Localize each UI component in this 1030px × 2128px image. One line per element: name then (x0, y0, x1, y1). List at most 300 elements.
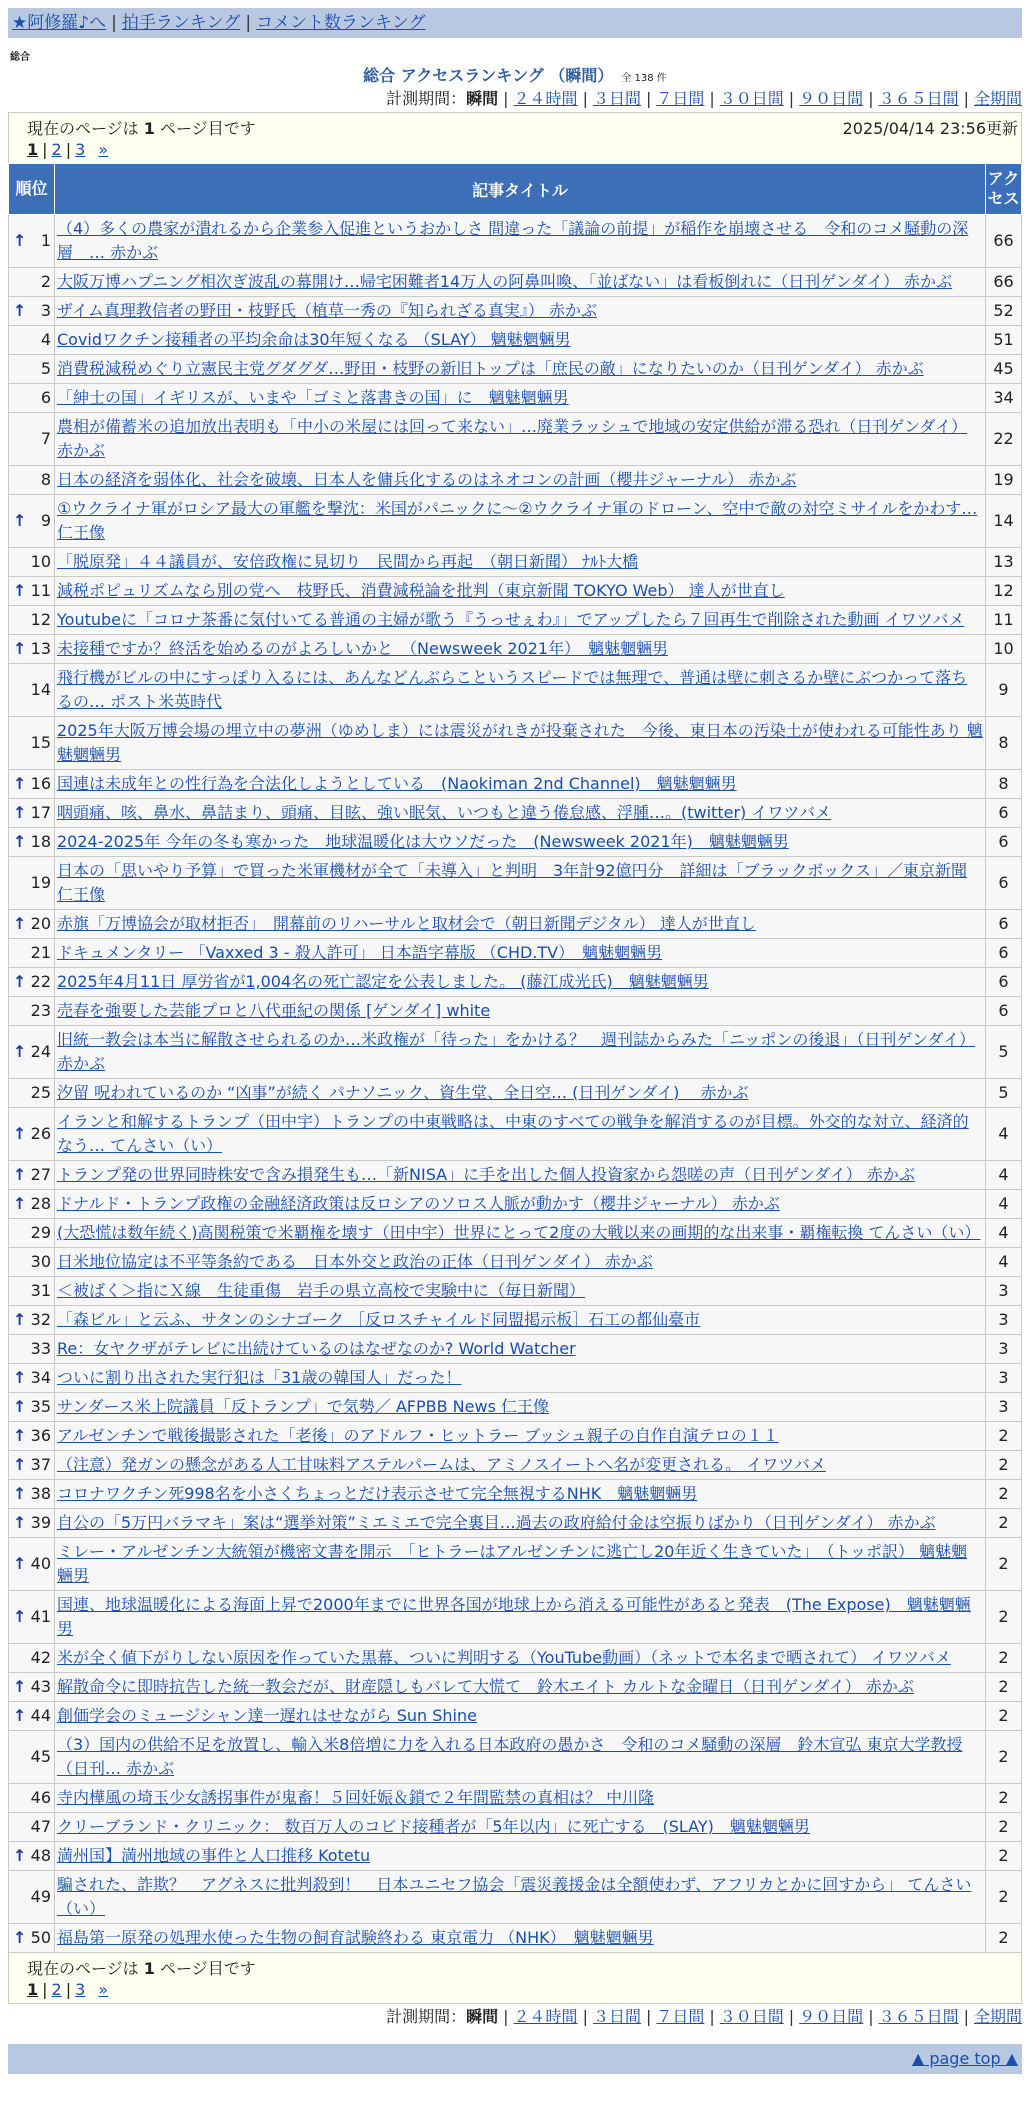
period-separator: | (503, 2007, 509, 2026)
rank-cell (9, 770, 55, 799)
page-link[interactable]: 2 (51, 1980, 62, 1999)
table-row (9, 1248, 1022, 1277)
access-count: 2 (986, 1702, 1022, 1731)
page-link[interactable]: 2 (51, 140, 62, 159)
access-count: 2 (986, 1673, 1022, 1702)
title-cell (55, 268, 986, 297)
period-link[interactable]: ７日間 (656, 89, 705, 108)
article-title-link[interactable]: 農相が備蓄米の追加放出表明も「中小の米屋には回って来ない」…廃業ラッシュで地域の安定供給が滞る恐れ（日刊ゲンダイ） 赤かぶ (57, 417, 968, 460)
up-arrow-icon: ↑ (13, 774, 27, 793)
table-row (9, 1731, 1022, 1784)
table-row (9, 297, 1022, 326)
access-count: 6 (986, 799, 1022, 828)
access-count: 34 (986, 384, 1022, 413)
article-title-link[interactable]: イランと和解するトランプ（田中宇）トランプの中東戦略は、中東のすべての戦争を解消するのが目標。外交的な対立、経済的なう… てんさい（い） (57, 1112, 969, 1155)
title-cell (55, 1335, 986, 1364)
up-arrow-icon: ↑ (13, 1426, 27, 1445)
period-current: 瞬間 (466, 2007, 499, 2026)
period-separator: | (709, 2007, 715, 2026)
title-cell (55, 1248, 986, 1277)
rank-cell (9, 1335, 55, 1364)
rank-number: 40 (30, 1554, 51, 1573)
rank-number: 38 (30, 1484, 51, 1503)
period-link[interactable]: ９０日間 (799, 2007, 864, 2026)
access-count: 19 (986, 466, 1022, 495)
table-row (9, 1842, 1022, 1871)
rank-number: 47 (30, 1817, 51, 1836)
rank-cell (9, 466, 55, 495)
article-title-link[interactable]: ①ウクライナ軍がロシア最大の軍艦を撃沈：米国がパニックに〜②ウクライナ軍のドローン、空中で敵の対空ミサイルをかわす… 仁王像 (57, 499, 978, 542)
access-count: 3 (986, 1335, 1022, 1364)
rank-cell (9, 828, 55, 857)
up-arrow-icon: ↑ (13, 581, 27, 600)
rank-cell (9, 717, 55, 770)
nav-separator: | (245, 13, 252, 33)
table-row (9, 215, 1022, 268)
article-title-link[interactable]: アルゼンチンで戦後撮影された「老後」のアドルフ・ヒットラー ブッシュ親子の自作自演テロの１１ (57, 1426, 779, 1445)
access-count: 10 (986, 635, 1022, 664)
table-row (9, 326, 1022, 355)
rank-number: 37 (30, 1455, 51, 1474)
access-count: 3 (986, 1277, 1022, 1306)
rank-cell (9, 215, 55, 268)
access-count: 52 (986, 297, 1022, 326)
article-title-link[interactable]: 解散命令に即時抗告した統一教会だが、財産隠しもバレて大慌て 鈴木エイト カルトな金曜日（日刊ゲンダイ） 赤かぶ (57, 1677, 914, 1696)
page-info (27, 1956, 256, 1979)
rank-number: 10 (30, 552, 51, 571)
article-title-link[interactable]: 飛行機がビルの中にすっぽり入るには、あんなどんぶらこというスピードでは無理で、普通は壁に刺さるか壁にぶつかって落ちるの… ポスト米英時代 (57, 668, 968, 711)
rank-number: 31 (30, 1281, 51, 1300)
next-page-link[interactable]: » (98, 140, 109, 159)
table-row (9, 635, 1022, 664)
period-separator: | (868, 2007, 874, 2026)
table-row (9, 1813, 1022, 1842)
access-count: 6 (986, 939, 1022, 968)
access-count: 2 (986, 1538, 1022, 1591)
title-cell (55, 1702, 986, 1731)
access-count: 3 (986, 1364, 1022, 1393)
title-cell (55, 1480, 986, 1509)
table-row (9, 1924, 1022, 1953)
access-count: 3 (986, 1306, 1022, 1335)
page-info-suffix: ページ目です (160, 1959, 256, 1978)
rank-number: 9 (40, 511, 51, 530)
period-link[interactable]: ３６５日間 (878, 2007, 959, 2026)
rank-number: 18 (30, 832, 51, 851)
up-arrow-icon: ↑ (13, 1554, 27, 1573)
period-link[interactable]: ９０日間 (799, 89, 864, 108)
article-title-link[interactable]: 日米地位協定は不平等条約である 日本外交と政治の正体（日刊ゲンダイ） 赤かぶ (57, 1252, 653, 1271)
title-cell (55, 215, 986, 268)
up-arrow-icon: ↑ (13, 1928, 27, 1947)
table-row (9, 770, 1022, 799)
article-title-link[interactable]: 消費税減税めぐり立憲民主党グダグダ…野田・枝野の新旧トップは「庶民の敵」になりたいのか（日刊ゲンダイ） 赤かぶ (57, 359, 924, 378)
period-separator: | (582, 89, 588, 108)
table-row (9, 1190, 1022, 1219)
article-title-link[interactable]: 創価学会のミュージシャン達一遅れはせながら Sun Shine (57, 1706, 477, 1725)
title-cell (55, 1842, 986, 1871)
period-link[interactable]: ２４時間 (513, 89, 578, 108)
title-cell (55, 466, 986, 495)
access-count: 6 (986, 997, 1022, 1026)
rank-number: 41 (30, 1607, 51, 1626)
up-arrow-icon: ↑ (13, 1194, 27, 1213)
title-cell (55, 1813, 986, 1842)
rank-cell (9, 1538, 55, 1591)
current-page: 1 (27, 1980, 39, 1999)
period-link[interactable]: ３日間 (592, 89, 641, 108)
period-separator: | (963, 89, 969, 108)
page-link[interactable]: 3 (75, 140, 86, 159)
up-arrow-icon: ↑ (13, 1484, 27, 1503)
rank-cell (9, 384, 55, 413)
table-row (9, 1538, 1022, 1591)
up-arrow-icon: ↑ (13, 1368, 27, 1387)
access-count: 8 (986, 770, 1022, 799)
table-row (9, 495, 1022, 548)
title-cell (55, 1538, 986, 1591)
article-title-link[interactable]: （注意）発ガンの懸念がある人工甘味料アステルパームは、アミノスイートへ名が変更される。 イワツバメ (57, 1455, 826, 1474)
table-row (9, 1219, 1022, 1248)
page-info-suffix: ページ目です (160, 119, 256, 138)
title-cell (55, 326, 986, 355)
rank-number: 32 (30, 1310, 51, 1329)
rank-number: 12 (30, 610, 51, 629)
title-cell (55, 1509, 986, 1538)
table-row (9, 355, 1022, 384)
page-links (27, 140, 108, 159)
period-separator: | (788, 2007, 795, 2026)
period-separator: | (582, 2007, 588, 2026)
rank-number: 30 (30, 1252, 51, 1271)
article-title-link[interactable]: 未接種ですか？終活を始めるのがよろしいかと （Newsweek 2021年） 魑魅魍魎男 (57, 639, 669, 658)
article-title-link[interactable]: ドナルド・トランプ政権の金融経済政策は反ロシアのソロス人脈が動かす（櫻井ジャーナル） 赤かぶ (57, 1194, 780, 1213)
section-label: 総合 (10, 52, 30, 63)
rank-cell (9, 1079, 55, 1108)
access-count: 2 (986, 1591, 1022, 1644)
article-title-link[interactable]: 2024-2025年 今年の冬も寒かった 地球温暖化は大ウソだった (Newsweek 2021年) 魑魅魍魎男 (57, 832, 789, 851)
rank-number: 15 (30, 733, 51, 752)
access-count: 66 (986, 268, 1022, 297)
up-arrow-icon: ↑ (13, 1042, 27, 1061)
rank-number: 34 (30, 1368, 51, 1387)
article-title-link[interactable]: 汐留 呪われているのか “凶事”が続く パナソニック、資生堂、全日空… (日刊ゲンダイ) 赤かぶ (57, 1083, 749, 1102)
page-title: 総合 アクセスランキング （瞬間） (363, 66, 614, 85)
title-cell (55, 355, 986, 384)
period-separator: | (963, 2007, 969, 2026)
next-page-link[interactable]: » (98, 1980, 109, 1999)
table-row (9, 1509, 1022, 1538)
article-title-link[interactable]: 国連、地球温暖化による海面上昇で2000年までに世界各国が地球上から消える可能性があると発表 (The Expose) 魑魅魍魎男 (57, 1595, 971, 1638)
rank-number: 50 (30, 1928, 51, 1947)
up-arrow-icon: ↑ (13, 1677, 27, 1696)
page-separator: | (42, 140, 48, 159)
title-cell (55, 1673, 986, 1702)
article-title-link[interactable]: ミレー・アルゼンチン大統領が機密文書を開示 「ヒトラーはアルゼンチンに逃亡し20年近く生きていた」 （トッポ訳） 魑魅魍魎男 (57, 1542, 968, 1585)
table-row (9, 1451, 1022, 1480)
title-cell (55, 1079, 986, 1108)
table-row (9, 664, 1022, 717)
article-title-link[interactable]: 赤旗「万博協会が取材拒否」 開幕前のリハーサルと取材会で（朝日新聞デジタル） 達人が世直し (57, 914, 756, 933)
access-count: 2 (986, 1509, 1022, 1538)
up-arrow-icon: ↑ (13, 803, 27, 822)
column-header-rank: 順位 (9, 164, 55, 215)
access-count: 4 (986, 1219, 1022, 1248)
table-row (9, 857, 1022, 910)
period-separator: | (868, 89, 874, 108)
access-count: 2 (986, 1813, 1022, 1842)
rank-number: 3 (40, 301, 51, 320)
rank-number: 22 (30, 972, 51, 991)
rank-cell (9, 664, 55, 717)
article-title-link[interactable]: 減税ポピュリズムなら別の党へ 枝野氏、消費減税論を批判（東京新聞 TOKYO Web） 達人が世直し (57, 581, 785, 600)
rank-number: 21 (30, 943, 51, 962)
access-count: 2 (986, 1871, 1022, 1924)
rank-number: 42 (30, 1648, 51, 1667)
rank-cell (9, 1644, 55, 1673)
article-title-link[interactable]: 騙された、詐欺？ アグネスに批判殺到！ 日本ユニセフ協会「震災義援金は全額使わず、アフリカとかに回すから」 てんさい（い） (57, 1875, 972, 1918)
page-separator (85, 1980, 98, 1999)
title-cell (55, 384, 986, 413)
article-title-link[interactable]: (大恐慌は数年続く)高関税策で米覇権を壊す（田中宇）世界にとって2度の大戦以来の画期的な出来事・覇権転換 てんさい（い） (57, 1223, 981, 1242)
title-cell (55, 828, 986, 857)
rank-cell (9, 1702, 55, 1731)
article-title-link[interactable]: 2025年大阪万博会場の埋立中の夢洲（ゆめしま）には震災がれきが投棄された 今後、東日本の汚染土が使われる可能性あり 魑魅魍魎男 (57, 721, 983, 764)
access-count: 5 (986, 1026, 1022, 1079)
page-info-prefix: 現在のページは (27, 119, 139, 138)
rank-number: 4 (40, 330, 51, 349)
title-cell (55, 939, 986, 968)
table-row (9, 1108, 1022, 1161)
rank-number: 2 (40, 272, 51, 291)
rank-cell (9, 1509, 55, 1538)
rank-number: 11 (30, 581, 51, 600)
title-cell (55, 413, 986, 466)
total-count: 全 138 件 (621, 73, 667, 84)
title-cell (55, 968, 986, 997)
home-link[interactable]: ★阿修羅♪へ (12, 13, 107, 33)
article-title-link[interactable]: 旧統一教会は本当に解散させられるのか…米政権が「待った」をかける？ 週刊誌からみた「ニッポンの後退」（日刊ゲンダイ） 赤かぶ (57, 1030, 976, 1073)
column-header-title: 記事タイトル (55, 164, 986, 215)
period-separator: | (645, 2007, 652, 2026)
article-title-link[interactable]: 大阪万博ハプニング相次ぎ波乱の幕開け…帰宅困難者14万人の阿鼻叫喚、「並ばない」は看板倒れに（日刊ゲンダイ） 赤かぶ (57, 272, 953, 291)
access-count: 22 (986, 413, 1022, 466)
top-nav (8, 8, 1022, 38)
comment-ranking-link[interactable]: コメント数ランキング (256, 13, 426, 33)
article-title-link[interactable]: ＜被ばく＞指にＸ線 生徒重傷 岩手の県立高校で実験中に（毎日新聞） (57, 1281, 586, 1300)
rank-cell (9, 297, 55, 326)
article-title-link[interactable]: ドキュメンタリー 「Vaxxed 3 - 殺人許可」 日本語字幕版 （CHD.TV） 魑魅魍魎男 (57, 943, 663, 962)
article-title-link[interactable]: （3）国内の供給不足を放置し、輸入米8倍増に力を入れる日本政府の愚かさ 令和のコメ騒動の深層 鈴木宣弘 東京大学教授（日刊… 赤かぶ (57, 1735, 963, 1778)
article-title-link[interactable]: ついに割り出された実行犯は「31歳の韓国人」だった！ (57, 1368, 462, 1387)
rank-cell (9, 1871, 55, 1924)
period-link[interactable]: ３０日間 (719, 2007, 784, 2026)
table-row (9, 1784, 1022, 1813)
title-cell (55, 548, 986, 577)
table-row (9, 799, 1022, 828)
period-current: 瞬間 (466, 89, 499, 108)
article-title-link[interactable]: Youtubeに「コロナ茶番に気付いてる普通の主婦が歌う『うっせぇわ』」でアップしたら７回再生で削除された動画 イワツバメ (57, 610, 965, 629)
table-row (9, 1393, 1022, 1422)
rank-number: 33 (30, 1339, 51, 1358)
up-arrow-icon: ↑ (13, 1513, 27, 1532)
article-title-link[interactable]: Re：女ヤクザがテレビに出続けているのはなぜなのか? World Watcher (57, 1339, 576, 1358)
article-title-link[interactable]: 自公の「5万円バラマキ」案は“選挙対策”ミエミエで完全裏目…過去の政府給付金は空振りばかり（日刊ゲンダイ） 赤かぶ (57, 1513, 936, 1532)
title-cell (55, 717, 986, 770)
rank-cell (9, 997, 55, 1026)
access-count: 13 (986, 548, 1022, 577)
access-count: 2 (986, 1422, 1022, 1451)
table-row (9, 466, 1022, 495)
access-count: 12 (986, 577, 1022, 606)
title-cell (55, 799, 986, 828)
period-separator: | (788, 89, 795, 108)
table-row (9, 1591, 1022, 1644)
applause-ranking-link[interactable]: 拍手ランキング (121, 13, 241, 33)
rank-number: 23 (30, 1001, 51, 1020)
article-title-link[interactable]: サンダース米上院議員「反トランプ」で気勢／ AFPBB News 仁王像 (57, 1397, 550, 1416)
article-title-link[interactable]: コロナワクチン死998名を小さくちょっとだけ表示させて完全無視するNHK 魑魅魍魎男 (57, 1484, 698, 1503)
period-selector (8, 86, 1022, 112)
period-link[interactable]: ３０日間 (719, 89, 784, 108)
rank-number: 17 (30, 803, 51, 822)
rank-cell (9, 355, 55, 384)
title-cell (55, 635, 986, 664)
page-separator (85, 140, 98, 159)
article-title-link[interactable]: 「脱原発」４４議員が、安倍政権に見切り 民間から再起 （朝日新聞） ﾅﾙﾄ大橋 (57, 552, 639, 571)
rank-number: 44 (30, 1706, 51, 1725)
rank-cell (9, 606, 55, 635)
rank-cell (9, 857, 55, 910)
up-arrow-icon: ↑ (13, 1397, 27, 1416)
article-title-link[interactable]: 売春を強要した芸能プロと八代亜紀の関係 [ゲンダイ] white (57, 1001, 491, 1020)
rank-cell (9, 413, 55, 466)
rank-cell (9, 1673, 55, 1702)
rank-cell (9, 1451, 55, 1480)
title-cell (55, 1393, 986, 1422)
access-count: 5 (986, 1079, 1022, 1108)
period-separator: | (709, 89, 715, 108)
ranking-heading (8, 66, 1022, 86)
period-link[interactable]: 全期間 (973, 2007, 1022, 2026)
rank-number: 46 (30, 1788, 51, 1807)
article-title-link[interactable]: 2025年4月11日 厚労省が1,004名の死亡認定を公表しました。 (藤江成光氏) 魑魅魍魎男 (57, 972, 709, 991)
article-title-link[interactable]: 寺内樺風の埼玉少女誘拐事件が鬼畜！５回妊娠＆鎖で２年間監禁の真相は？ 中川隆 (57, 1788, 655, 1807)
title-cell (55, 910, 986, 939)
rank-cell (9, 635, 55, 664)
article-title-link[interactable]: 福島第一原発の処理水使った生物の飼育試験終わる 東京電力 （NHK） 魑魅魍魎男 (57, 1928, 654, 1947)
article-title-link[interactable]: 国連は未成年との性行為を合法化しようとしている (Naokiman 2nd Channel) 魑魅魍魎男 (57, 774, 737, 793)
title-cell (55, 495, 986, 548)
access-count: 2 (986, 1451, 1022, 1480)
article-title-link[interactable]: 満州国】満州地域の事件と人口推移 Kotetu (57, 1846, 371, 1865)
article-title-link[interactable]: （4）多くの農家が潰れるから企業参入促進というおかしさ 間違った「議論の前提」が稲作を崩壊させる 令和のコメ騒動の深層 … 赤かぶ (57, 219, 969, 262)
rank-cell (9, 1422, 55, 1451)
updated-timestamp: 2025/04/14 23:56更新 (842, 119, 1018, 138)
table-row (9, 1480, 1022, 1509)
period-link[interactable]: ３日間 (592, 2007, 641, 2026)
page-info-number: 1 (143, 1959, 155, 1978)
period-label: 計測期間： (386, 89, 467, 108)
table-row (9, 968, 1022, 997)
article-title-link[interactable]: クリーブランド・クリニック： 数百万人のコビド接種者が「5年以内」に死亡する (SLAY) 魑魅魍魎男 (57, 1817, 810, 1836)
rank-number: 48 (30, 1846, 51, 1865)
access-count: 66 (986, 215, 1022, 268)
access-count: 6 (986, 968, 1022, 997)
article-title-link[interactable]: 日本の「思いやり予算」で買った米軍機材が全て「未導入」と判明 3年計92億円分 詳細は「ブラックボックス」／東京新聞 仁王像 (57, 861, 968, 904)
column-header-access: アクセス (986, 164, 1022, 215)
title-cell (55, 1161, 986, 1190)
access-count: 2 (986, 1924, 1022, 1953)
rank-number: 7 (40, 429, 51, 448)
rank-number: 13 (30, 639, 51, 658)
article-title-link[interactable]: 米が全く値下がりしない原因を作っていた黒幕、ついに判明する（YouTube動画）（ネットで本名まで晒されて） イワツバメ (57, 1648, 951, 1667)
current-page: 1 (27, 140, 39, 159)
article-title-link[interactable]: 「森ビル」と云ふ、サタンのシナゴーク ［反ロスチャイルド同盟掲示板］石工の都仙臺市 (57, 1310, 701, 1329)
title-cell (55, 1451, 986, 1480)
article-title-link[interactable]: 「紳士の国」イギリスが、いまや「ゴミと落書きの国」に 魑魅魍魎男 (57, 388, 569, 407)
rank-number: 45 (30, 1747, 51, 1766)
access-count: 2 (986, 1842, 1022, 1871)
access-count: 4 (986, 1248, 1022, 1277)
period-link[interactable]: ２４時間 (513, 2007, 578, 2026)
title-cell (55, 577, 986, 606)
footer-bar (8, 2044, 1022, 2074)
rank-number: 5 (40, 359, 51, 378)
table-row (9, 939, 1022, 968)
rank-cell (9, 1591, 55, 1644)
up-arrow-icon: ↑ (13, 972, 27, 991)
rank-cell (9, 1161, 55, 1190)
rank-number: 49 (30, 1887, 51, 1906)
title-cell (55, 770, 986, 799)
page-link[interactable]: 3 (75, 1980, 86, 1999)
rank-number: 14 (30, 680, 51, 699)
title-cell (55, 1924, 986, 1953)
title-cell (55, 297, 986, 326)
period-separator: | (503, 89, 509, 108)
access-count: 14 (986, 495, 1022, 548)
rank-number: 43 (30, 1677, 51, 1696)
period-link[interactable]: 全期間 (973, 89, 1022, 108)
rank-cell (9, 1842, 55, 1871)
rank-number: 16 (30, 774, 51, 793)
period-link[interactable]: ７日間 (656, 2007, 705, 2026)
article-title-link[interactable]: 咽頭痛、咳、鼻水、鼻詰まり、頭痛、目眩、強い眠気、いつもと違う倦怠感、浮腫…。(twitter) イワツバメ (57, 803, 832, 822)
period-link[interactable]: ３６５日間 (878, 89, 959, 108)
table-row (9, 717, 1022, 770)
up-arrow-icon: ↑ (13, 231, 27, 250)
article-title-link[interactable]: ザイム真理教信者の野田・枝野氏（植草一秀の『知られざる真実』） 赤かぶ (57, 301, 597, 320)
up-arrow-icon: ↑ (13, 1124, 27, 1143)
table-row (9, 1079, 1022, 1108)
rank-cell (9, 1813, 55, 1842)
rank-number: 26 (30, 1124, 51, 1143)
title-cell (55, 1306, 986, 1335)
article-title-link[interactable]: Covidワクチン接種者の平均余命は30年短くなる （SLAY） 魑魅魍魎男 (57, 330, 571, 349)
access-count: 2 (986, 1731, 1022, 1784)
article-title-link[interactable]: 日本の経済を弱体化、社会を破壊、日本人を傭兵化するのはネオコンの計画（櫻井ジャーナル） 赤かぶ (57, 470, 797, 489)
up-arrow-icon: ↑ (13, 1846, 27, 1865)
article-title-link[interactable]: トランプ発の世界同時株安で含み損発生も…「新NISA」に手を出した個人投資家から怨嗟の声（日刊ゲンダイ） 赤かぶ (57, 1165, 915, 1184)
rank-cell (9, 548, 55, 577)
title-cell (55, 1422, 986, 1451)
page-top-link[interactable]: ▲ page top ▲ (911, 2049, 1018, 2068)
access-count: 6 (986, 828, 1022, 857)
rank-cell (9, 1480, 55, 1509)
rank-number: 28 (30, 1194, 51, 1213)
period-label: 計測期間： (386, 2007, 467, 2026)
